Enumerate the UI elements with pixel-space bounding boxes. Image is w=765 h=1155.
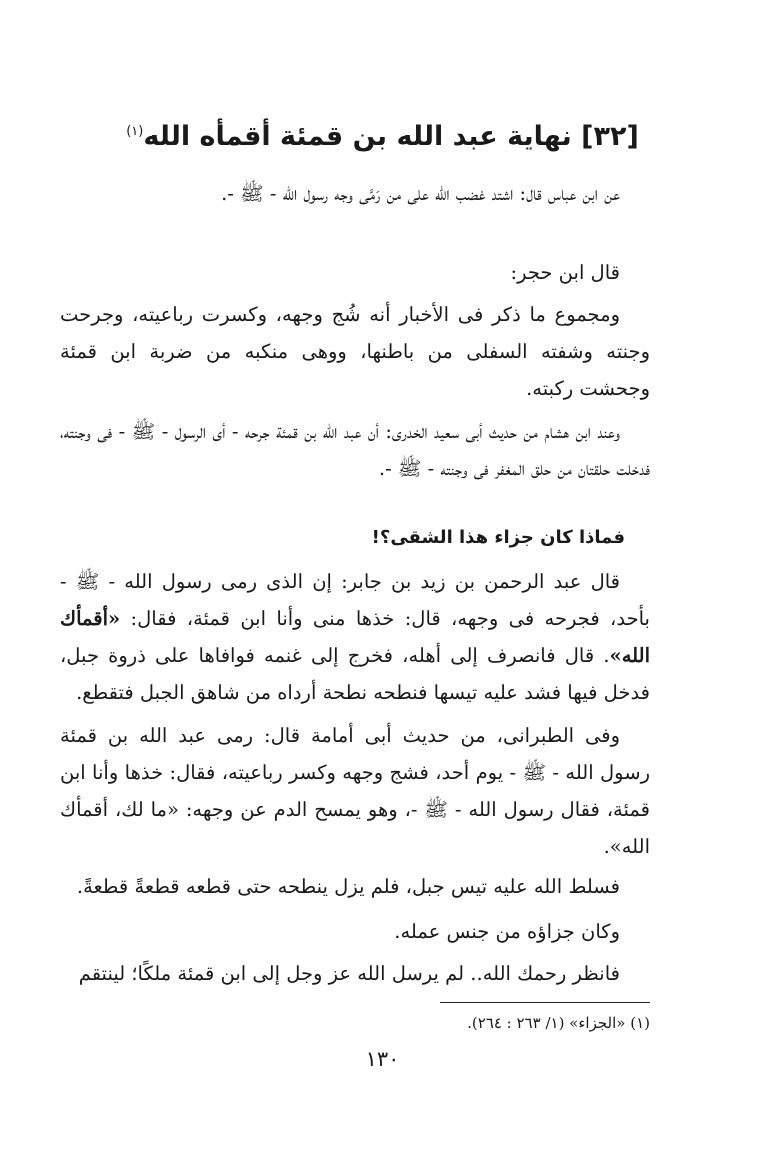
paragraph-ibn-abbas: عن ابن عباس قال: اشتد غضب الله على من رَمَّى وجه رسول الله - ﷺ -. xyxy=(221,182,620,205)
footnote: (١) «الجزاء» (١/ ٢٦٣ : ٢٦٤). xyxy=(467,1014,650,1032)
title-footnote-ref: (١) xyxy=(126,124,144,139)
paragraph-abdulrahman-part1: قال عبد الرحمن بن زيد بن جابر: إن الذى رمى رسول الله - ﷺ - بأحد، فجرحه فى وجهه، قال: خذها منى وأنا ابن قمئة، فقال: xyxy=(60,570,650,630)
paragraph-tabarani: وفى الطبرانى، من حديث أبى أمامة قال: رمى عبد الله بن قمئة رسول الله - ﷺ - يوم أحد، فشج وجهه وكسر رباعيته، فقال: خذها وأنا ابن قمئة، فقال رسول الله - ﷺ -، وهو يمسح الدم عن وجهه: «ما لك، أقمأك الله». xyxy=(60,724,650,858)
paragraph-reflection: فانظر رحمك الله.. لم يرسل الله عز وجل إلى ابن قمئة ملكًا؛ لينتقم xyxy=(78,962,620,985)
section-title xyxy=(60,112,705,157)
paragraph-goat: فسلط الله عليه تيس جبل، فلم يزل ينطحه حتى قطعه قطعةً قطعةً. xyxy=(76,875,620,898)
paragraph-ibn-hisham: وعند ابن هشام من حديث أبى سعيد الخدرى: أن عبد الله بن قمئة جرحه - أى الرسول - ﷺ - فى وجنته، فدخلت حلقتان من حلق المغفر فى وجنته - ﷺ -. xyxy=(60,420,650,480)
paragraph-ibn-hajar-label: قال ابن حجر: xyxy=(510,261,620,284)
subheading-question: فماذا كان جزاء هذا الشقى؟! xyxy=(371,527,625,548)
paragraph-abdulrahman-part2: . قال فانصرف إلى أهله، فخرج إلى غنمه فوافاها على ذروة جبل، فدخل فيها فشد عليه تيسها فنطحه نطحة أرداه من شاهق الجبل فتقطع. xyxy=(60,644,650,704)
paragraph-abdulrahman-bold: «أقمأك الله» xyxy=(60,607,650,667)
paragraph-abdulrahman xyxy=(60,563,650,711)
page-number: ١٣٠ xyxy=(365,1047,400,1071)
footnote-divider xyxy=(440,1002,650,1003)
paragraph-recompense: وكان جزاؤه من جنس عمله. xyxy=(394,920,620,943)
title-text: [٣٢] نهاية عبد الله بن قمئة أقمأه الله xyxy=(143,121,639,152)
paragraph-ibn-hajar-quote: ومجموع ما ذكر فى الأخبار أنه شُج وجهه، وكسرت رباعيته، وجرحت وجنته وشفته السفلى من باطنها، ووهى منكبه من ضربة ابن قمئة وجحشت ركبته. xyxy=(60,303,650,400)
